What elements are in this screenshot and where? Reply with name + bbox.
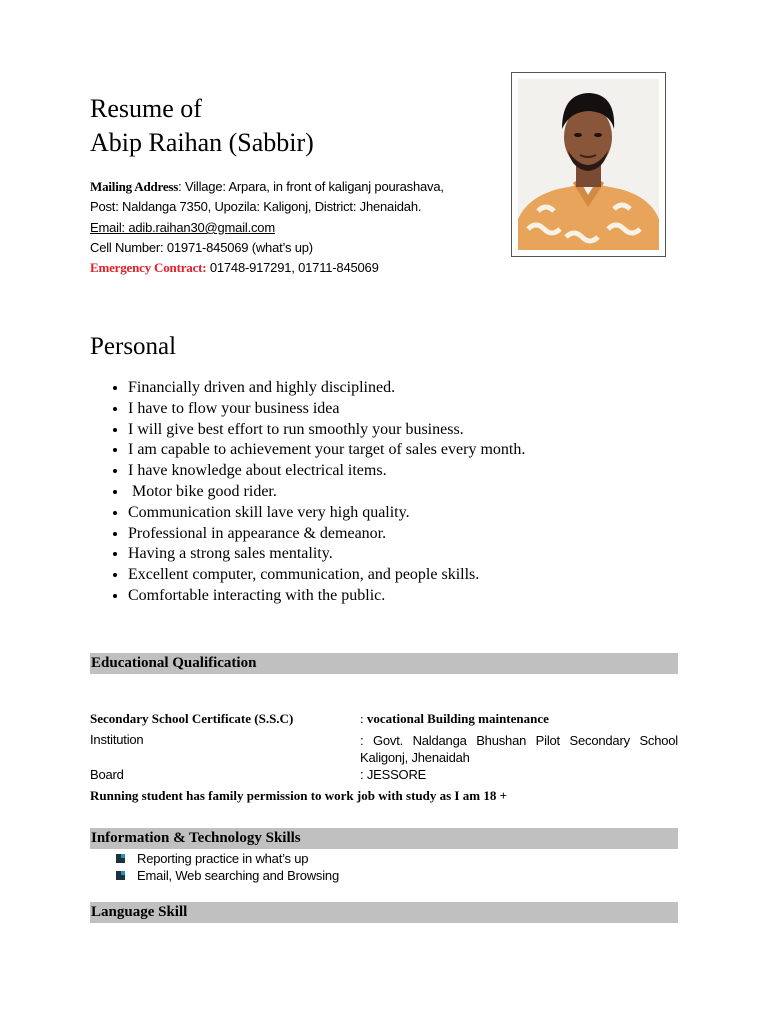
mailing-address-line2: Post: Naldanga 7350, Upozila: Kaligonj, District: Jhenaidah. <box>90 199 422 214</box>
emergency-contact-label: Emergency Contract: <box>90 260 207 275</box>
personal-heading: Personal <box>90 333 177 360</box>
list-item: • Comfortable interacting with the public. <box>128 586 688 607</box>
it-skills-list <box>115 850 339 884</box>
ssc-value: vocational Building maintenance <box>366 711 549 726</box>
list-item <box>115 867 339 884</box>
email-link[interactable]: Email: adib.raihan30@gmail.com <box>90 220 275 235</box>
square-bullet-icon <box>116 854 125 863</box>
resume-title-line1: Resume of <box>90 94 202 123</box>
list-item: • Financially driven and highly disciplined. <box>128 378 688 399</box>
institution-value: : Govt. Naldanga Bhushan Pilot Secondary School Kaligonj, Jhenaidah <box>360 733 678 765</box>
profile-photo-image <box>518 79 659 250</box>
ssc-label: Secondary School Certificate (S.S.C) <box>90 711 294 726</box>
list-item: • Professional in appearance & demeanor. <box>128 524 688 545</box>
list-item: • I will give best effort to run smoothly your business. <box>128 420 688 441</box>
list-item: • Motor bike good rider. <box>128 482 688 503</box>
list-item: • I have knowledge about electrical items. <box>128 461 688 482</box>
it-skill-text: Email, Web searching and Browsing <box>137 868 339 883</box>
emergency-contact-value: 01748-917291, 01711-845069 <box>206 260 379 275</box>
mailing-address <box>90 177 444 197</box>
resume-title-name: Abip Raihan (Sabbir) <box>90 128 314 157</box>
emergency-contact <box>90 258 379 278</box>
personal-list <box>90 378 688 607</box>
mailing-address-line1: : Village: Arpara, in front of kaliganj pourashava, <box>178 179 444 194</box>
list-item: • I am capable to achievement your target of sales every month. <box>128 440 688 461</box>
square-bullet-icon <box>116 871 125 880</box>
mailing-address-label: Mailing Address <box>90 179 179 194</box>
list-item: • Communication skill lave very high quality. <box>128 503 688 524</box>
it-skills-heading: Information & Technology Skills <box>90 828 678 849</box>
list-item <box>115 850 339 867</box>
board-label: Board <box>90 767 124 782</box>
cell-number: Cell Number: 01971-845069 (what’s up) <box>90 240 313 255</box>
list-item: • I have to flow your business idea <box>128 399 688 420</box>
education-note: Running student has family permission to work job with study as I am 18 + <box>90 788 507 803</box>
institution-label: Institution <box>90 732 144 747</box>
language-heading: Language Skill <box>90 902 678 923</box>
profile-photo <box>511 72 666 257</box>
it-skill-text: Reporting practice in what’s up <box>137 851 309 866</box>
list-item: • Excellent computer, communication, and people skills. <box>128 565 688 586</box>
list-item: • Having a strong sales mentality. <box>128 544 688 565</box>
ssc-colon: : <box>360 711 367 726</box>
board-value: : JESSORE <box>360 767 427 782</box>
education-heading: Educational Qualification <box>90 653 678 674</box>
ssc-value-row <box>360 711 678 727</box>
